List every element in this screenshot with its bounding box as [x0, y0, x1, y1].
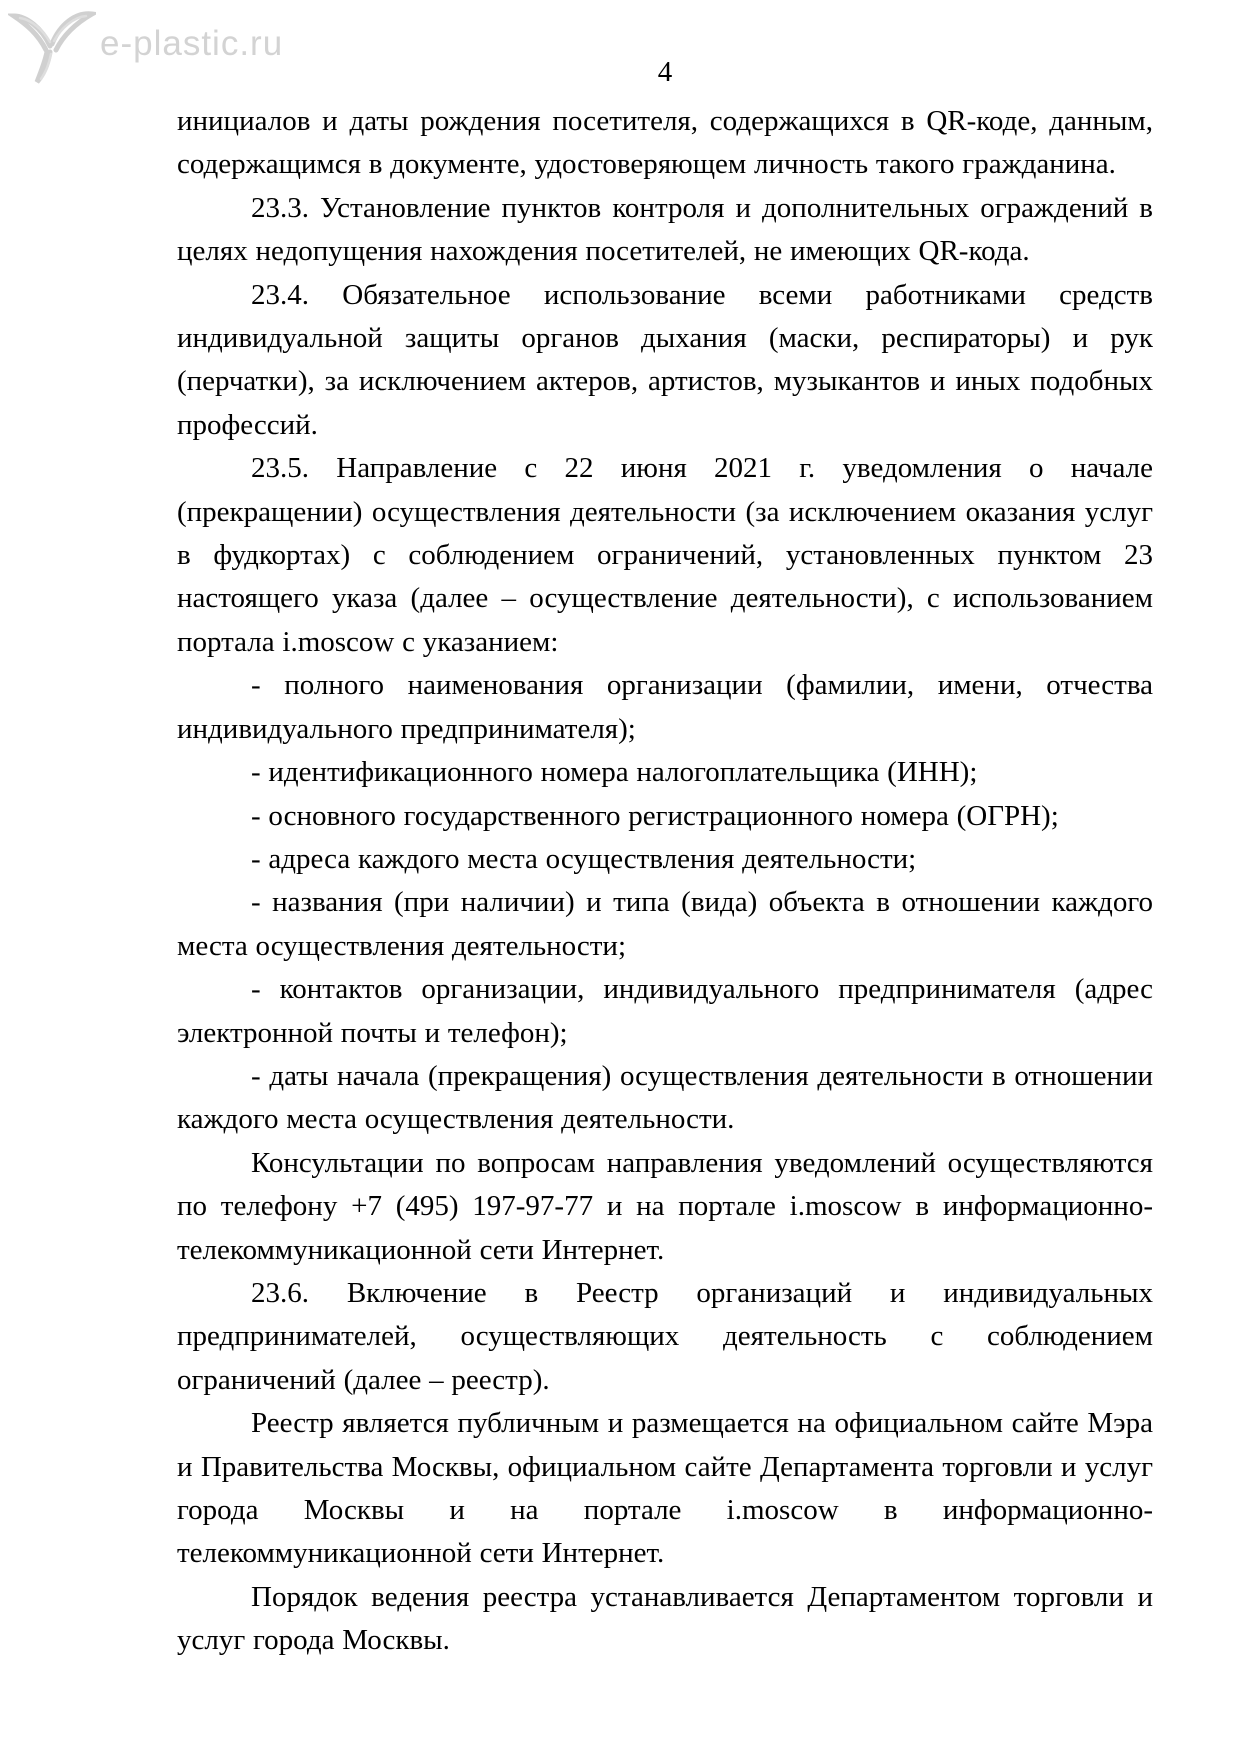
paragraph: Реестр является публичным и размещается на официальном сайте Мэра и Правительства Москвы, официальном сайте Департамента торговли и услуг города Москвы и на портале i.moscow в информационно-телекоммуникационной сети Интернет.	[177, 1407, 1153, 1570]
document-body	[177, 100, 1153, 1663]
watermark-brand-text: e-plastic.ru	[100, 24, 284, 63]
paragraph-list-item: - названия (при наличии) и типа (вида) объекта в отношении каждого места осуществления деятельности;	[177, 886, 1153, 962]
paragraph-list-item: - даты начала (прекращения) осуществления деятельности в отношении каждого места осуществления деятельности.	[177, 1059, 1153, 1136]
paragraph: инициалов и даты рождения посетителя, содержащихся в QR-коде, данным, содержащимся в документе, удостоверяющем личность такого гражданина.	[177, 105, 1153, 181]
paragraph-list-item: - контактов организации, индивидуального предпринимателя (адрес электронной почты и телефон);	[177, 973, 1153, 1049]
page-number: 4	[657, 56, 673, 88]
paragraph: 23.6. Включение в Реестр организаций и индивидуальных предпринимателей, осуществляющих деятельность с соблюдением ограничений (далее – реестр).	[177, 1276, 1153, 1396]
e-plastic-logo-icon	[8, 4, 96, 84]
paragraph: Порядок ведения реестра устанавливается Департаментом торговли и услуг города Москвы.	[177, 1580, 1153, 1657]
paragraph: 23.5. Направление с 22 июня 2021 г. уведомления о начале (прекращении) осуществления деятельности (за исключением оказания услуг в фудкортах) с соблюдением ограничений, установленных пунктом 23 настоящего указа (далее – осуществление деятельности), с использованием портала i.moscow с указанием:	[177, 452, 1153, 658]
paragraph: Консультации по вопросам направления уведомлений осуществляются по телефону +7 (495) 197-97-77 и на портале i.moscow в информационно-телекоммуникационной сети Интернет.	[177, 1146, 1153, 1266]
paragraph: 23.4. Обязательное использование всеми работниками средств индивидуальной защиты органов дыхания (маски, респираторы) и рук (перчатки), за исключением актеров, артистов, музыкантов и иных подобных профессий.	[177, 278, 1153, 441]
paragraph: 23.3. Установление пунктов контроля и дополнительных ограждений в целях недопущения нахождения посетителей, не имеющих QR-кода.	[177, 191, 1153, 268]
paragraph-list-item: - адреса каждого места осуществления деятельности;	[251, 842, 917, 875]
paragraph-list-item: - основного государственного регистрационного номера (ОГРН);	[251, 799, 1059, 832]
paragraph-list-item: - полного наименования организации (фамилии, имени, отчества индивидуального предпринимателя);	[177, 669, 1153, 745]
paragraph-list-item: - идентификационного номера налогоплательщика (ИНН);	[251, 756, 978, 789]
